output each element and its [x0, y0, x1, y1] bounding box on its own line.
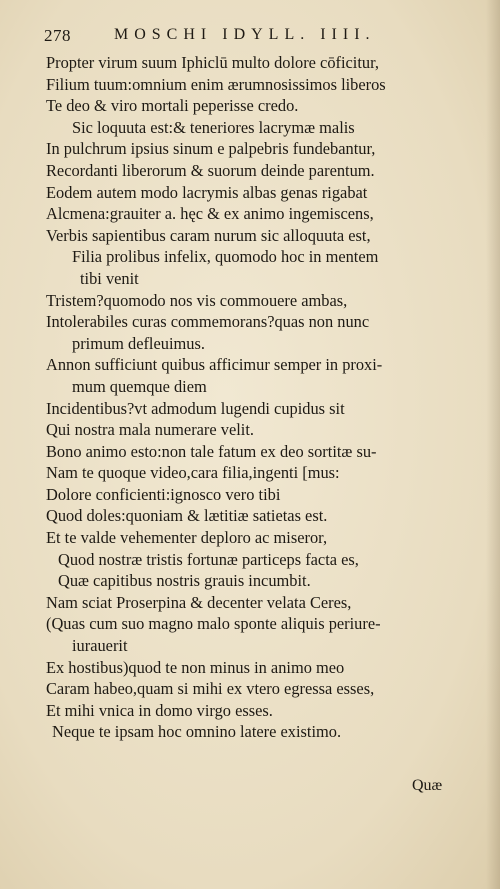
text-line: Quod nostræ tristis fortunæ particeps facta es,: [58, 549, 359, 569]
text-line: Propter virum suum Iphiclū multo dolore cōficitur,: [46, 53, 380, 72]
text-line: Filium tuum:omnium enim ærumnosissimos liberos: [46, 74, 386, 94]
text-line: mum quemque diem: [72, 376, 207, 396]
text-line: Recordanti liberorum & suorum deinde parentum.: [46, 160, 375, 180]
page-number: 278: [44, 26, 71, 45]
text-line: Sic loquuta est:& teneriores lacrymæ malis: [72, 117, 355, 137]
text-line: iurauerit: [72, 636, 128, 656]
text-line: Quod doles:quoniam & lætitiæ satietas est.: [46, 506, 328, 526]
text-line: Bono animo esto:non tale fatum ex deo sortitæ su-: [46, 441, 377, 461]
page-edge-shadow: [486, 0, 500, 889]
text-line: In pulchrum ipsius sinum e palpebris fundebantur,: [46, 139, 376, 159]
text-line: Et te valde vehementer deploro ac miseror,: [46, 528, 328, 548]
text-line: Caram habeo,quam si mihi ex vtero egressa esses,: [46, 679, 375, 699]
text-line: Eodem autem modo lacrymis albas genas rigabat: [46, 182, 368, 202]
running-title: MOSCHI IDYLL. IIII.: [114, 26, 376, 43]
text-line: Et mihi vnica in domo virgo esses.: [46, 700, 273, 720]
text-line: Filia prolibus infelix, quomodo hoc in mentem: [72, 247, 379, 267]
text-line: Intolerabiles curas commemorans?quas non nunc: [46, 312, 370, 332]
text-line: Annon sufficiunt quibus afficimur semper in proxi-: [46, 355, 383, 375]
text-line: tibi venit: [80, 268, 139, 288]
poem-text: [46, 52, 476, 743]
text-line: (Quas cum suo magno malo sponte aliquis periure-: [46, 614, 381, 634]
text-line: Nam sciat Proserpina & decenter velata Ceres,: [46, 592, 352, 612]
text-line: Te deo & viro mortali peperisse credo.: [46, 96, 299, 116]
text-line: Ex hostibus)quod te non minus in animo meo: [46, 657, 345, 677]
page-header: [44, 26, 484, 48]
text-line: Qui nostra mala numerare velit.: [46, 420, 254, 440]
text-line: primum defleuimus.: [72, 333, 205, 353]
text-line: Quæ capitibus nostris grauis incumbit.: [58, 571, 311, 591]
text-line: Verbis sapientibus caram nurum sic alloquuta est,: [46, 225, 371, 245]
text-line: Dolore conficienti:ignosco vero tibi: [46, 484, 281, 504]
text-line: Neque te ipsam hoc omnino latere existimo.: [52, 722, 342, 742]
text-line: Incidentibus?vt admodum lugendi cupidus sit: [46, 398, 345, 418]
text-line: Alcmena:grauiter a. hęc & ex animo ingemiscens,: [46, 204, 374, 224]
catchword: Quæ: [412, 777, 443, 794]
text-line: Tristem?quomodo nos vis commouere ambas,: [46, 290, 348, 310]
text-line: Nam te quoque video,cara filia,ingenti [mus:: [46, 463, 340, 483]
